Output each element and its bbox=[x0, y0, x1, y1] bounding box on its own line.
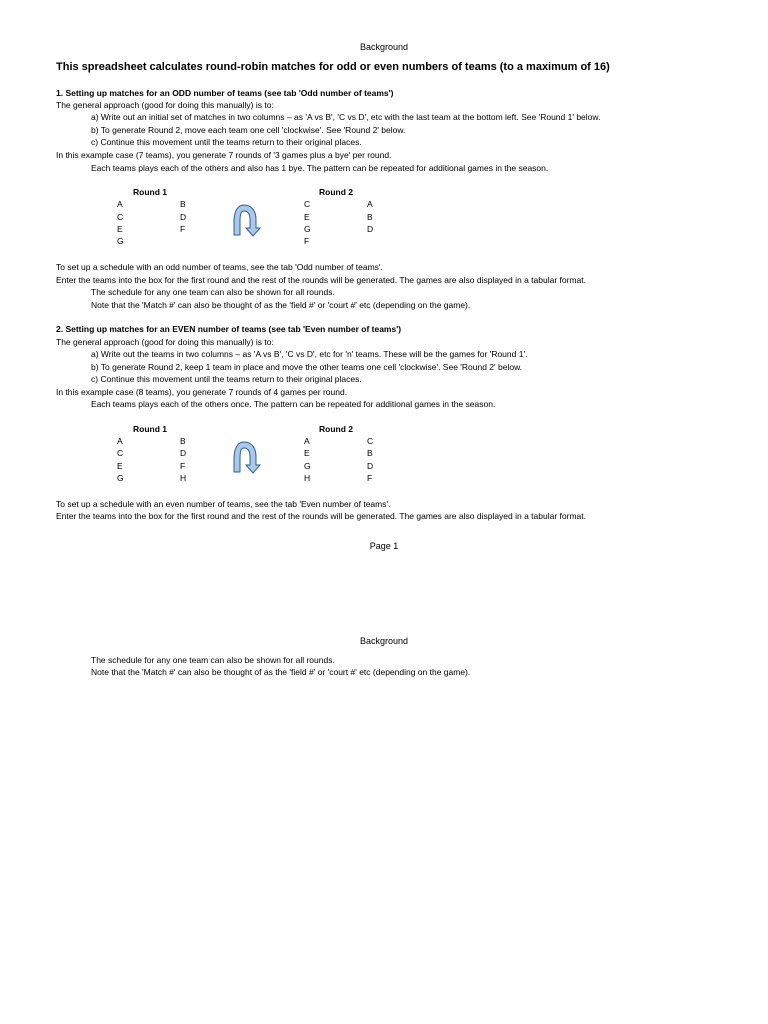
odd-r2-right-cell: B bbox=[367, 212, 373, 222]
even-r1-right-cell: F bbox=[180, 461, 186, 471]
odd-line-note: Each teams plays each of the others and also has 1 bye. The pattern can be repeated for additional games in the season. bbox=[91, 163, 549, 173]
odd-section-heading-text: . Setting up matches for an ODD number of teams (see tab 'Odd number of teams') bbox=[60, 88, 394, 98]
page-header: Background bbox=[359, 42, 409, 52]
even-r1-left-cell: C bbox=[117, 448, 124, 458]
odd-r1-right-cell: B bbox=[180, 199, 186, 209]
odd-line-step-c: c) Continue this movement until the teams return to their original places. bbox=[91, 137, 362, 147]
odd-line-intro: The general approach (good for doing this manually) is to: bbox=[56, 100, 274, 110]
odd-after-line: The schedule for any one team can also be shown for all rounds. bbox=[91, 287, 335, 297]
even-r1-right-cell: B bbox=[180, 436, 186, 446]
even-r2-left-cell: H bbox=[304, 473, 311, 483]
even-r2-right-cell: B bbox=[367, 448, 373, 458]
odd-round1-label: Round 1 bbox=[133, 187, 167, 197]
odd-r2-left-cell: E bbox=[304, 212, 310, 222]
even-r2-left-cell: E bbox=[304, 448, 310, 458]
even-r2-left-cell: A bbox=[304, 436, 310, 446]
even-r2-right-cell: F bbox=[367, 473, 373, 483]
even-r1-right-cell: D bbox=[180, 448, 187, 458]
even-r1-left-cell: A bbox=[117, 436, 123, 446]
odd-r2-right-cell: D bbox=[367, 224, 374, 234]
even-after-line: To set up a schedule with an even number of teams, see the tab 'Even number of teams'. bbox=[56, 499, 391, 509]
even-round2-label: Round 2 bbox=[319, 424, 353, 434]
even-line-example: In this example case (8 teams), you generate 7 rounds of 4 games per round. bbox=[56, 387, 348, 397]
odd-section-number: 1 bbox=[56, 88, 61, 98]
odd-after-line: To set up a schedule with an odd number of teams, see the tab 'Odd number of teams'. bbox=[56, 262, 383, 272]
odd-r1-left-cell: C bbox=[117, 212, 124, 222]
page2-line: Note that the 'Match #' can also be thought of as the 'field #' or 'court #' etc (depending on the game). bbox=[91, 667, 471, 677]
even-r1-left-cell: E bbox=[117, 461, 123, 471]
odd-r2-left-cell: F bbox=[304, 236, 310, 246]
odd-r1-left-cell: G bbox=[117, 236, 124, 246]
even-line-intro: The general approach (good for doing this manually) is to: bbox=[56, 337, 274, 347]
even-line-step-c: c) Continue this movement until the teams return to their original places. bbox=[91, 374, 362, 384]
even-section-heading-text: . Setting up matches for an EVEN number of teams (see tab 'Even number of teams') bbox=[60, 324, 402, 334]
even-line-note: Each teams plays each of the others once. The pattern can be repeated for additional games in the season. bbox=[91, 399, 496, 409]
odd-line-step-b: b) To generate Round 2, move each team one cell 'clockwise'. See 'Round 2' below. bbox=[91, 125, 406, 135]
odd-after-line: Enter the teams into the box for the first round and the rest of the rounds will be generated. The games are also displayed in a tabular format. bbox=[56, 275, 586, 285]
even-line-step-a: a) Write out the teams in two columns – as 'A vs B', 'C vs D', etc for 'n' teams. These will be the games for 'Round 1'. bbox=[91, 349, 528, 359]
odd-r2-left-cell: G bbox=[304, 224, 311, 234]
odd-r1-right-cell: F bbox=[180, 224, 186, 234]
document-title: This spreadsheet calculates round-robin matches for odd or even numbers of teams (to a maximum of 16) bbox=[56, 61, 610, 73]
even-r1-left-cell: G bbox=[117, 473, 124, 483]
odd-line-step-a: a) Write out an initial set of matches in two columns – as 'A vs B', 'C vs D', etc with the last team at the bottom left. See 'Round 1' below. bbox=[91, 112, 601, 122]
even-r2-right-cell: C bbox=[367, 436, 374, 446]
even-line-step-b: b) To generate Round 2, keep 1 team in place and move the other teams one cell 'clockwise'. See 'Round 2' below. bbox=[91, 362, 523, 372]
even-section-heading bbox=[56, 324, 401, 334]
even-round1-label: Round 1 bbox=[133, 424, 167, 434]
even-r2-left-cell: G bbox=[304, 461, 311, 471]
clockwise-arrow-icon bbox=[226, 439, 262, 475]
page2-header: Background bbox=[359, 636, 409, 646]
odd-section-heading bbox=[56, 88, 394, 98]
even-r2-right-cell: D bbox=[367, 461, 374, 471]
even-r1-right-cell: H bbox=[180, 473, 187, 483]
odd-r1-right-cell: D bbox=[180, 212, 187, 222]
odd-after-line: Note that the 'Match #' can also be thought of as the 'field #' or 'court #' etc (depending on the game). bbox=[91, 300, 471, 310]
odd-round2-label: Round 2 bbox=[319, 187, 353, 197]
even-section-number: 2 bbox=[56, 324, 61, 334]
page-footer: Page 1 bbox=[369, 541, 399, 551]
page2-line: The schedule for any one team can also be shown for all rounds. bbox=[91, 655, 335, 665]
odd-line-example: In this example case (7 teams), you generate 7 rounds of '3 games plus a bye' per round. bbox=[56, 150, 392, 160]
clockwise-arrow-icon bbox=[226, 202, 262, 238]
odd-r1-left-cell: A bbox=[117, 199, 123, 209]
odd-r1-left-cell: E bbox=[117, 224, 123, 234]
even-after-line: Enter the teams into the box for the first round and the rest of the rounds will be generated. The games are also displayed in a tabular format. bbox=[56, 511, 586, 521]
odd-r2-right-cell: A bbox=[367, 199, 373, 209]
odd-r2-left-cell: C bbox=[304, 199, 311, 209]
